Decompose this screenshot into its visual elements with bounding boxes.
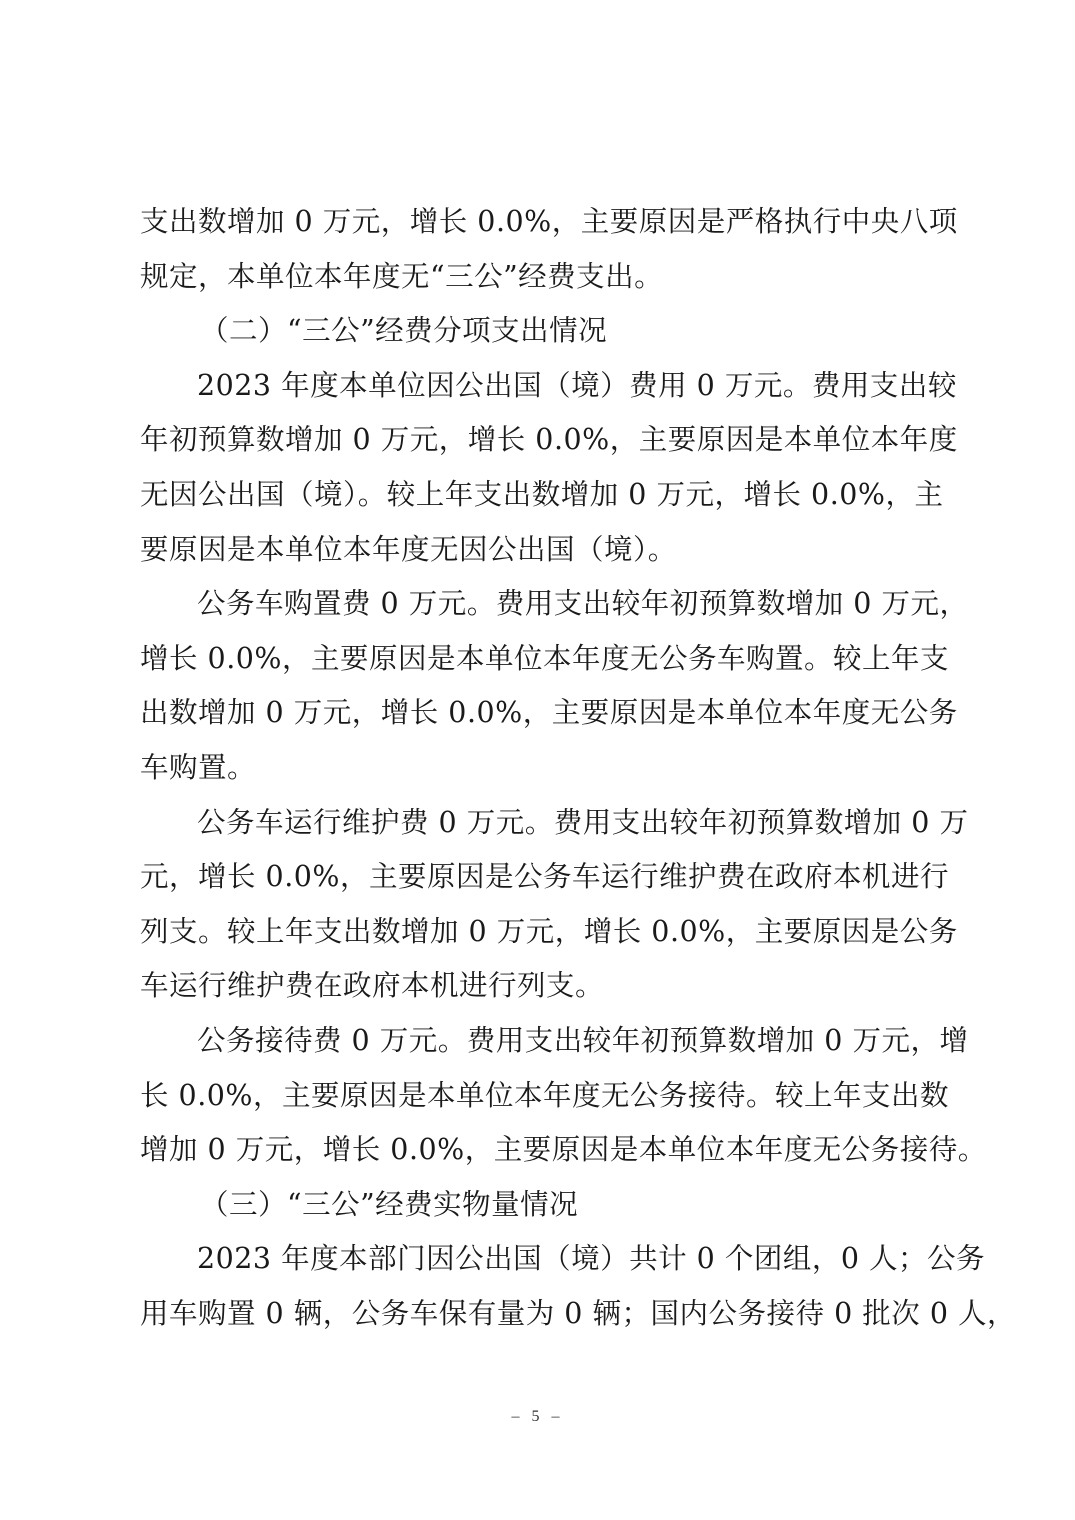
page-number: – 5 – (511, 1408, 564, 1425)
text-line: 年初预算数增加 0 万元，增长 0.0%，主要原因是本单位本年度 (140, 423, 958, 457)
text-line: 增加 0 万元，增长 0.0%，主要原因是本单位本年度无公务接待。 (140, 1133, 987, 1167)
text-line: 公务车运行维护费 0 万元。费用支出较年初预算数增加 0 万 (197, 805, 969, 839)
text-line: 公务接待费 0 万元。费用支出较年初预算数增加 0 万元，增 (197, 1023, 969, 1057)
body-text (140, 195, 1017, 1341)
text-line: 出数增加 0 万元，增长 0.0%，主要原因是本单位本年度无公务 (140, 696, 958, 730)
text-line: 元，增长 0.0%，主要原因是公务车运行维护费在政府本机进行 (140, 860, 949, 894)
text-line: 支出数增加 0 万元，增长 0.0%，主要原因是严格执行中央八项 (140, 205, 958, 238)
text-line: 无因公出国（境）。较上年支出数增加 0 万元，增长 0.0%，主 (140, 477, 944, 511)
section-heading: （三）“三公”经费实物量情况 (200, 1187, 579, 1221)
text-line: 规定，本单位本年度无“三公”经费支出。 (140, 259, 664, 293)
text-line: 车购置。 (140, 750, 257, 784)
text-line: 公务车购置费 0 万元。费用支出较年初预算数增加 0 万元， (197, 587, 969, 621)
text-line: 增长 0.0%，主要原因是本单位本年度无公务车购置。较上年支 (140, 641, 949, 675)
text-line: 车运行维护费在政府本机进行列支。 (140, 969, 605, 1003)
text-line: 2023 年度本单位因公出国（境）费用 0 万元。费用支出较 (197, 368, 957, 402)
text-line: 2023 年度本部门因公出国（境）共计 0 个团组，0 人；公务 (197, 1242, 986, 1276)
text-line: 列支。较上年支出数增加 0 万元，增长 0.0%，主要原因是公务 (140, 914, 958, 948)
section-heading: （二）“三公”经费分项支出情况 (200, 314, 608, 348)
text-line: 长 0.0%，主要原因是本单位本年度无公务接待。较上年支出数 (140, 1078, 949, 1112)
text-line: 用车购置 0 辆，公务车保有量为 0 辆；国内公务接待 0 批次 0 人， (140, 1296, 1017, 1330)
text-line: 要原因是本单位本年度无因公出国（境）。 (140, 532, 677, 566)
